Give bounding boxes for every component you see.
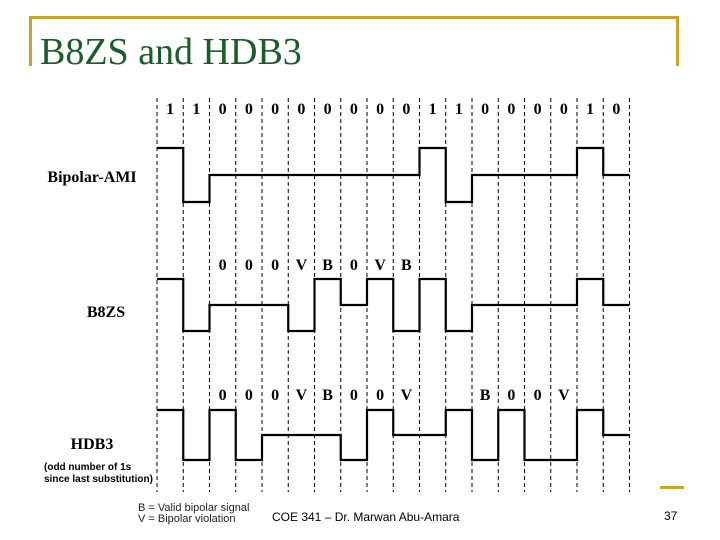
substitution-symbol: 0 [218,257,227,274]
signal-waveform-hdb3 [157,410,630,460]
legend-line: B = Valid bipolar signal [138,502,250,514]
row-label-ami: Bipolar-AMI [47,169,137,186]
bit-label: 0 [612,101,621,118]
signal-waveform-b8zs [157,279,630,331]
substitution-symbol: B [479,387,491,404]
substitution-symbol: V [295,387,308,404]
substitution-symbol: 0 [271,257,280,274]
substitution-symbol: 0 [218,387,227,404]
legend-line: V = Bipolar violation [138,513,236,525]
substitution-symbol: 0 [244,257,253,274]
bit-label: 0 [218,101,227,118]
substitution-symbol: V [558,387,570,404]
bit-label: 0 [323,101,332,118]
bit-label: 0 [559,101,568,118]
hdb3-note-line: (odd number of 1s [44,462,132,473]
bit-label: 0 [533,101,542,118]
bit-label: 0 [244,101,253,118]
bit-label: 1 [166,101,175,118]
bit-label: 0 [507,101,516,118]
bit-label: 0 [402,101,411,118]
slide-title: B8ZS and HDB3 [40,31,302,73]
substitution-symbol: 0 [349,257,358,274]
bit-label: 1 [192,101,201,118]
substitution-symbol: 0 [507,387,516,404]
bit-label: 0 [297,101,306,118]
substitution-symbol: V [400,387,413,404]
substitution-symbol: B [401,257,412,274]
hdb3-note-line: since last substitution) [44,474,153,485]
substitution-symbol: V [374,257,386,274]
bit-label: 1 [428,101,437,118]
substitution-symbol: 0 [349,387,358,404]
page-number: 37 [664,509,678,523]
row-label-b8zs: B8ZS [86,304,126,321]
bit-label: 1 [454,101,463,118]
substitution-symbol: 0 [533,387,542,404]
substitution-symbol: 0 [271,387,280,404]
substitution-symbol: B [322,257,333,274]
substitution-symbol: 0 [244,387,253,404]
substitution-symbol: V [295,257,308,274]
footer-text: COE 341 – Dr. Marwan Abu-Amara [272,510,460,524]
bit-label: 0 [349,101,358,118]
bit-label: 0 [271,101,280,118]
bit-label: 0 [481,101,490,118]
bit-label: 1 [586,101,595,118]
row-label-hdb3: HDB3 [70,436,114,453]
bit-label: 0 [376,101,385,118]
substitution-symbol: B [322,387,333,404]
substitution-symbol: 0 [376,387,385,404]
